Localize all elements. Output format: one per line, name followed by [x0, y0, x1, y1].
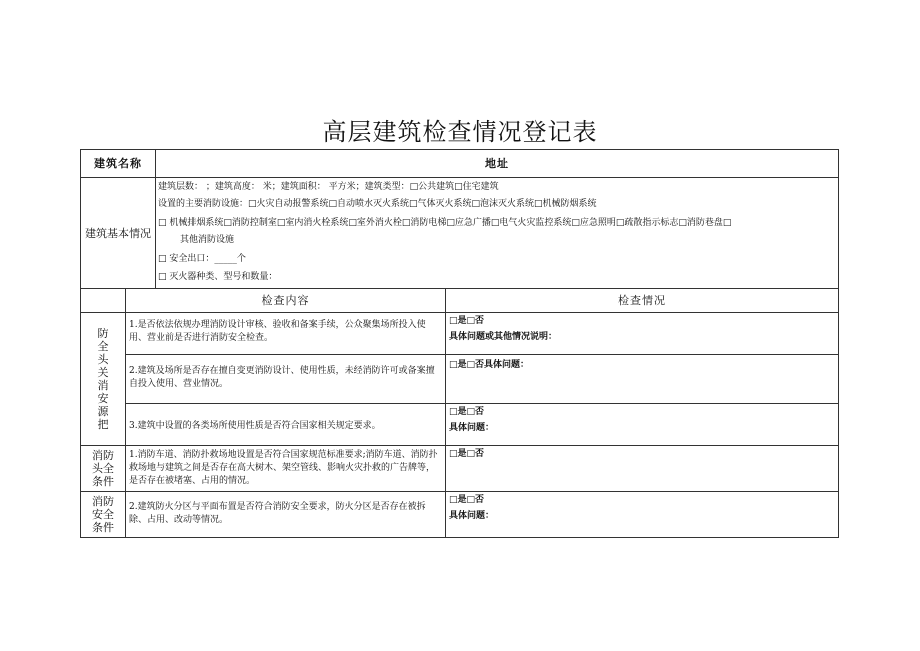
status-detail: 具体问题：	[449, 423, 495, 433]
item-status	[445, 445, 839, 492]
basic-line-other: 其他消防设施	[180, 235, 235, 245]
section-label-safety: 消防安全条件	[80, 491, 126, 538]
basic-line-facilities: 设置的主要消防设施：□火灾自动报警系统□自动喷水灭火系统□气体灭火系统□泡沫灭火系统□机械防烟系统	[158, 199, 597, 209]
item-content: 1.消防车道、消防扑救场地设置是否符合国家规范标准要求;消防车道、消防扑救场地与建筑之间是否存在高大树木、架空管线、影响火灾扑救的广告牌等，是否存在被堵塞、占用的情况。	[125, 445, 446, 492]
item-status	[445, 354, 839, 404]
status-options: □是□否	[449, 407, 485, 417]
status-options: □是□否	[449, 316, 485, 326]
item-status	[445, 491, 839, 538]
basic-line-systems: □ 机械排烟系统□消防控制室□室内消火栓系统□室外消火栓□消防电梯□应急广播□电气火灾监控系统□应急照明□疏散指示标志□消防巷盘□	[158, 218, 732, 228]
item-content: 1.是否依法依规办理消防设计审核、验收和备案手续，公众聚集场所投入使用、营业前是否进行消防安全检查。	[125, 312, 446, 355]
status-detail: 具体问题：	[449, 511, 495, 521]
item-status	[445, 403, 839, 446]
status-options: □是□否	[449, 449, 485, 459]
item-content: 2.建筑防火分区与平面布置是否符合消防安全要求，防火分区是否存在被拆除、占用、改动等情况。	[125, 491, 446, 538]
basic-info-content	[155, 177, 839, 289]
building-name-label: 建筑名称	[80, 149, 156, 178]
column-header-status: 检查情况	[445, 288, 839, 313]
page-title: 高层建筑检查情况登记表	[322, 118, 598, 146]
status-options: □是□否	[449, 495, 485, 505]
basic-line-exits: □ 安全出口：_____个	[158, 254, 246, 264]
status-options: □是□否具体问题：	[449, 360, 530, 370]
inspection-form-table	[80, 149, 839, 538]
column-header-content: 检查内容	[125, 288, 446, 313]
column-header-blank	[80, 288, 126, 313]
item-content: 2.建筑及场所是否存在擅自变更消防设计、使用性质，未经消防许可或备案擅自投入使用、营业情况。	[125, 354, 446, 404]
basic-line-floors: 建筑层数： ；建筑高度： 米；建筑面积： 平方米；建筑类型：□公共建筑□住宅建筑	[158, 182, 499, 192]
section-label-source: 防全头关消安源把	[80, 312, 126, 446]
item-status	[445, 312, 839, 355]
item-content: 3.建筑中设置的各类场所使用性质是否符合国家相关规定要求。	[125, 403, 446, 446]
address-label: 地址	[155, 149, 839, 178]
section-label-conditions: 消防头全条件	[80, 445, 126, 492]
basic-info-label: 建筑基本情况	[80, 177, 156, 289]
basic-line-extinguishers: □ 灭火器种类、型号和数量：	[158, 272, 278, 282]
status-detail: 具体问题或其他情况说明：	[449, 332, 558, 342]
